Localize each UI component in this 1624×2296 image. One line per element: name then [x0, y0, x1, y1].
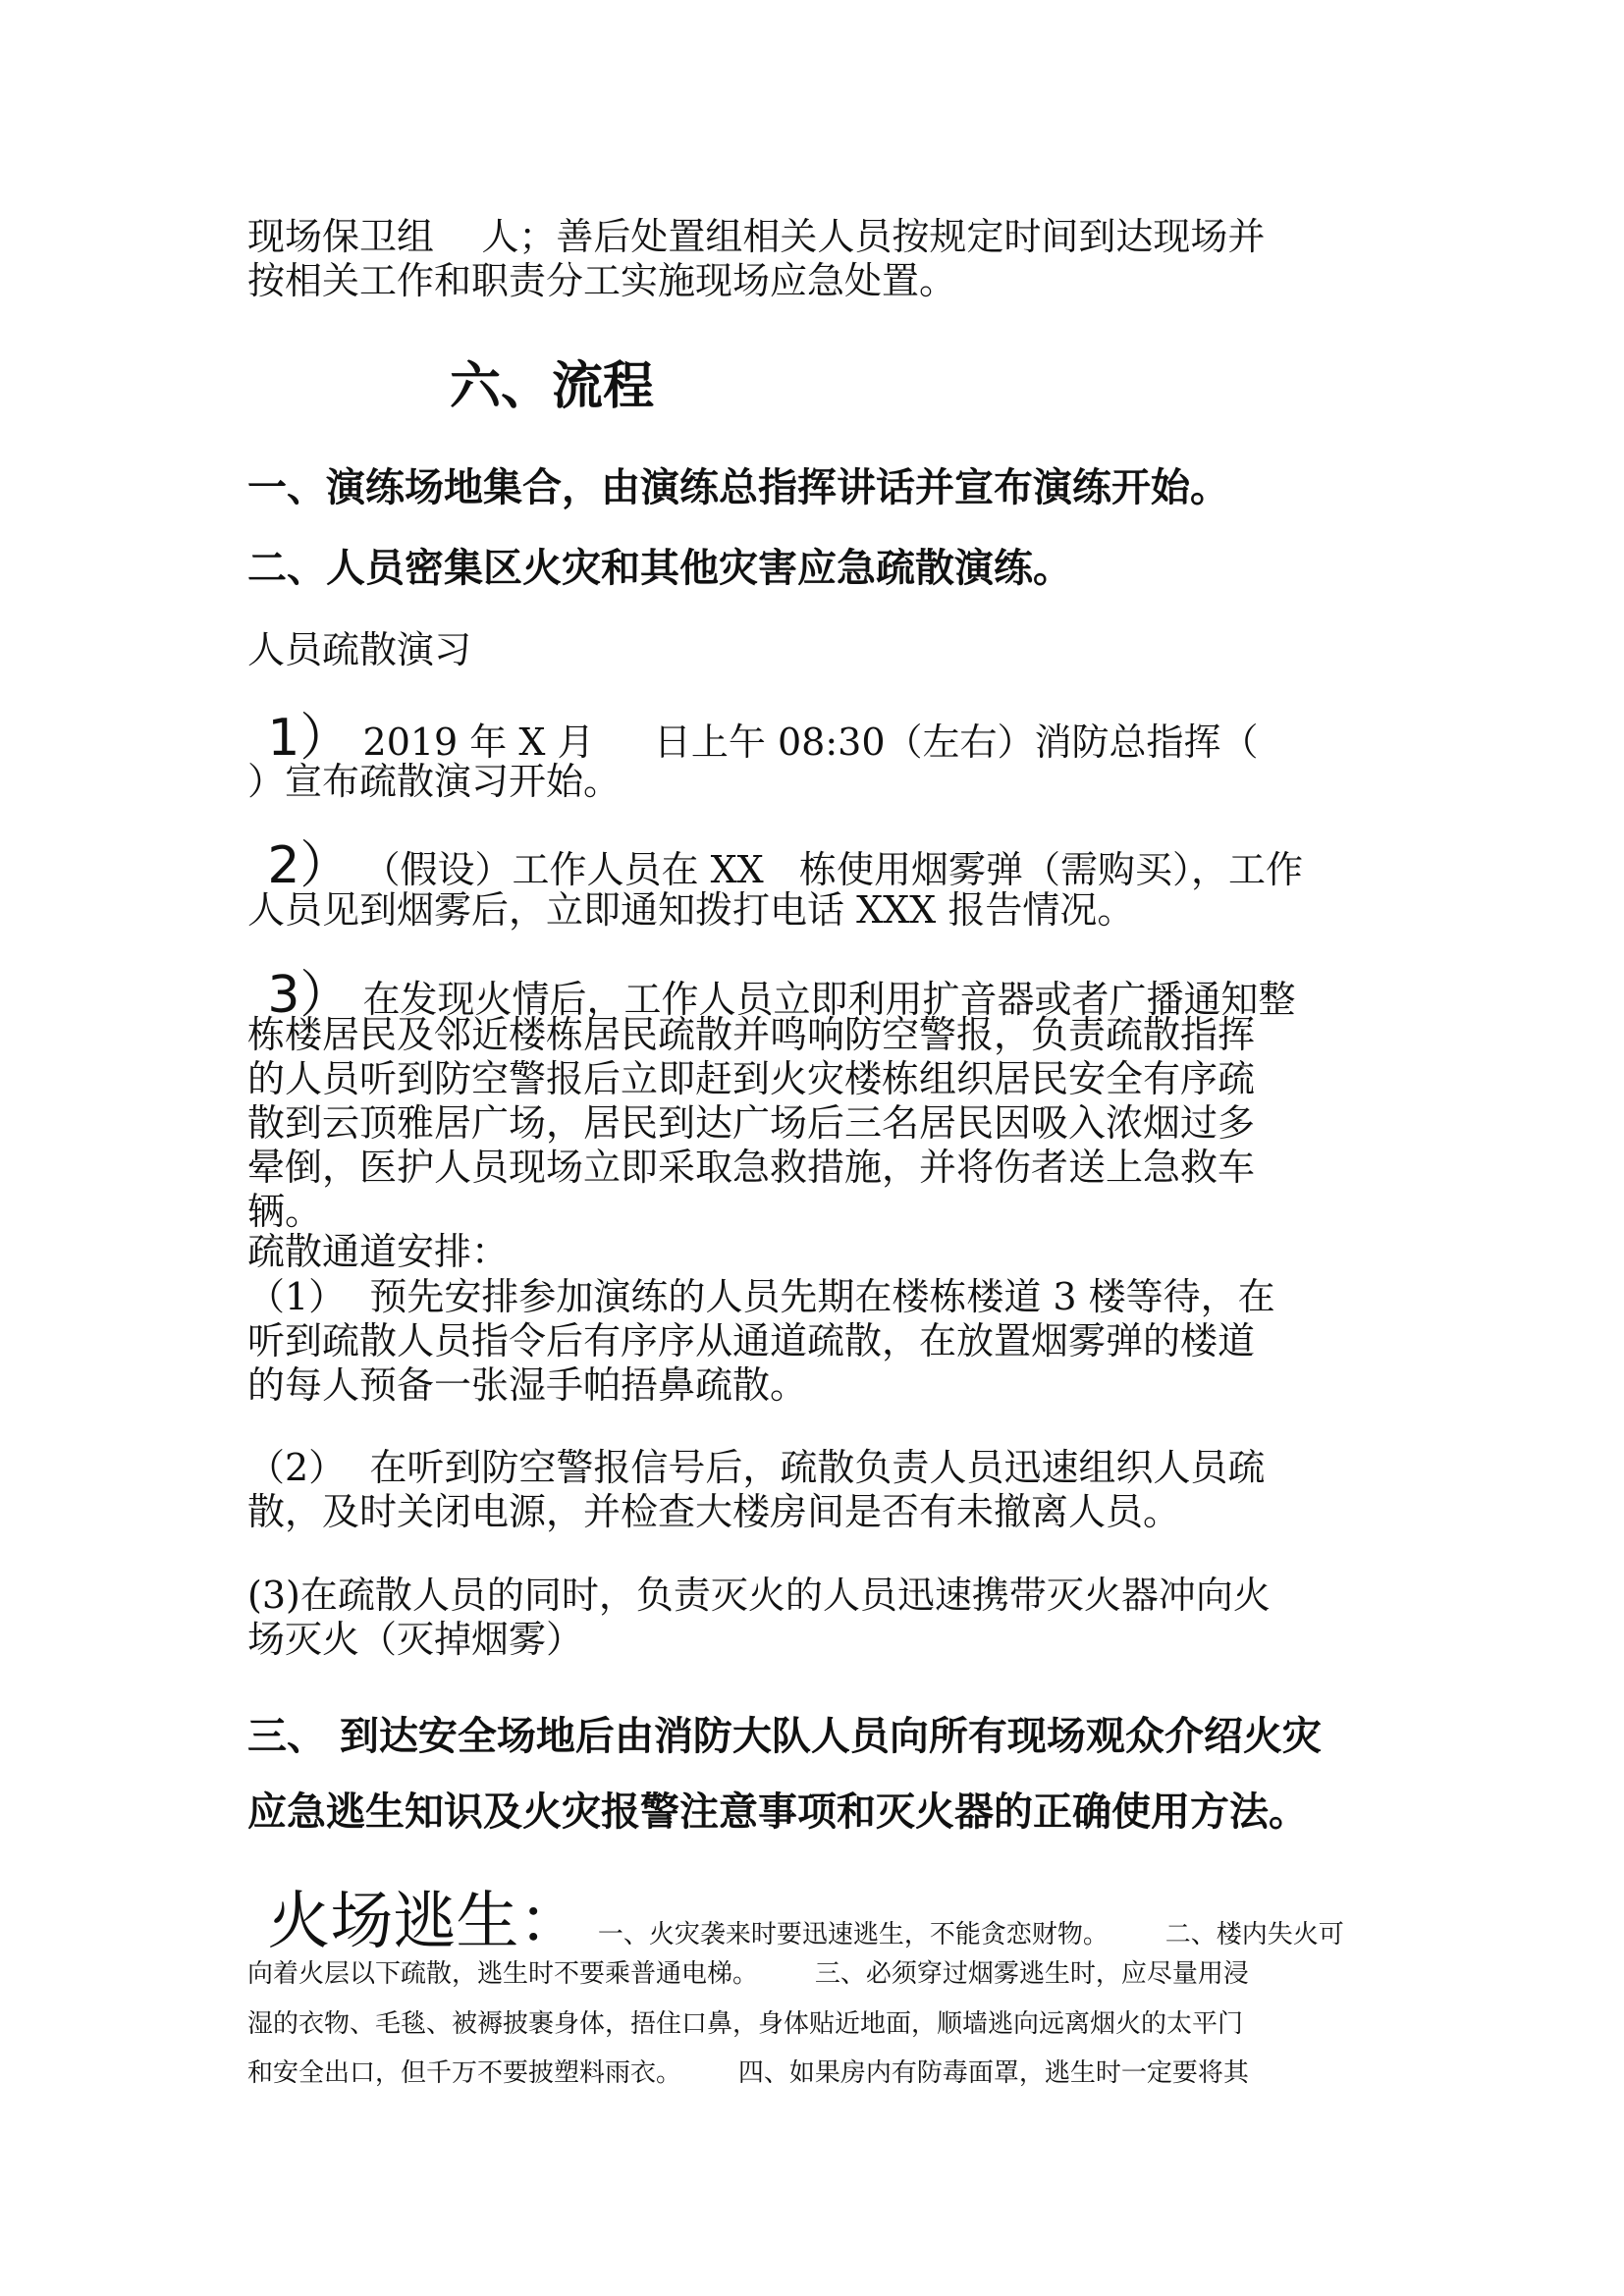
item-3-line-4: 散到云顶雅居广场，居民到达广场后三名居民因吸入浓烟过多 — [247, 1101, 1256, 1145]
evacuation-p1-line-3: 的每人预备一张湿手帕捂鼻疏散。 — [247, 1363, 808, 1407]
item-1-number: 1） — [267, 709, 352, 768]
item-3-number: 3） — [267, 966, 352, 1025]
evacuation-p2-line-2: 散，及时关闭电源，并检查大楼房间是否有未撤离人员。 — [247, 1490, 1181, 1533]
evacuation-p1-line-1: （1） 预先安排参加演练的人员先期在楼栋楼道 3 楼等待，在 — [247, 1275, 1275, 1318]
evacuation-p2-line-1: （2） 在听到防空警报信号后，疏散负责人员迅速组织人员疏 — [247, 1446, 1266, 1489]
step-3-line-1: 三、 到达安全场地后由消防大队人员向所有现场观众介绍火灾 — [247, 1714, 1322, 1759]
evacuation-p3-line-2: 场灭火（灭掉烟雾） — [247, 1618, 584, 1661]
item-2-number: 2） — [267, 836, 352, 895]
evacuation-p3-line-1: (3)在疏散人员的同时，负责灭火的人员迅速携带灭火器冲向火 — [247, 1574, 1271, 1617]
item-3-line-2: 栋楼居民及邻近楼栋居民疏散并鸣响防空警报，负责疏散指挥 — [247, 1013, 1256, 1056]
item-3-text: 在发现火情后，工作人员立即利用扩音器或者广播通知整 — [351, 978, 1296, 1021]
step-3-line-2: 应急逃生知识及火灾报警注意事项和灭火器的正确使用方法。 — [247, 1789, 1308, 1835]
escape-title: 火场逃生： — [267, 1886, 582, 1958]
evacuation-title: 疏散通道安排： — [247, 1230, 510, 1273]
escape-line-3: 湿的衣物、毛毯、被褥披裹身体，捂住口鼻，身体贴近地面，顺墙逃向远离烟火的太平门 — [247, 2009, 1244, 2039]
escape-line-4: 和安全出口，但千万不要披塑料雨衣。 四、如果房内有防毒面罩，逃生时一定要将其 — [247, 2058, 1249, 2088]
item-1-line-2: ）宣布疏散演习开始。 — [247, 760, 622, 803]
escape-line-2: 向着火层以下疏散，逃生时不要乘普通电梯。 三、必须穿过烟雾逃生时，应尽量用浸 — [247, 1959, 1249, 1989]
section-heading: 六、流程 — [450, 357, 655, 416]
step-2-heading: 二、人员密集区火灾和其他灾害应急疏散演练。 — [247, 546, 1072, 591]
evacuation-p1-line-2: 听到疏散人员指令后有序序从通道疏散，在放置烟雾弹的楼道 — [247, 1319, 1256, 1362]
item-1-text: 2019 年 X 月 日上午 08:30（左右）消防总指挥（ — [351, 721, 1259, 764]
item-2-line-2: 人员见到烟雾后，立即通知拨打电话 XXX 报告情况。 — [247, 888, 1135, 932]
item-3-line-6: 辆。 — [247, 1190, 323, 1233]
step-1-heading: 一、演练场地集合，由演练总指挥讲话并宣布演练开始。 — [247, 465, 1229, 510]
item-3-line-3: 的人员听到防空警报后立即赶到火灾楼栋组织居民安全有序疏 — [247, 1057, 1256, 1100]
item-2-text: （假设）工作人员在 XX 栋使用烟雾弹（需购买），工作 — [351, 848, 1303, 891]
intro-line-2: 按相关工作和职责分工实施现场应急处置。 — [247, 259, 957, 302]
intro-line-1: 现场保卫组 人；善后处置组相关人员按规定时间到达现场并 — [247, 215, 1266, 258]
escape-first-line — [247, 1875, 1344, 1969]
item-3-line-5: 晕倒，医护人员现场立即采取急救措施，并将伤者送上急救车 — [247, 1146, 1256, 1189]
drill-title: 人员疏散演习 — [247, 628, 472, 671]
escape-line-1: 一、火灾袭来时要迅速逃生，不能贪恋财物。 二、楼内失火可 — [581, 1920, 1344, 1949]
